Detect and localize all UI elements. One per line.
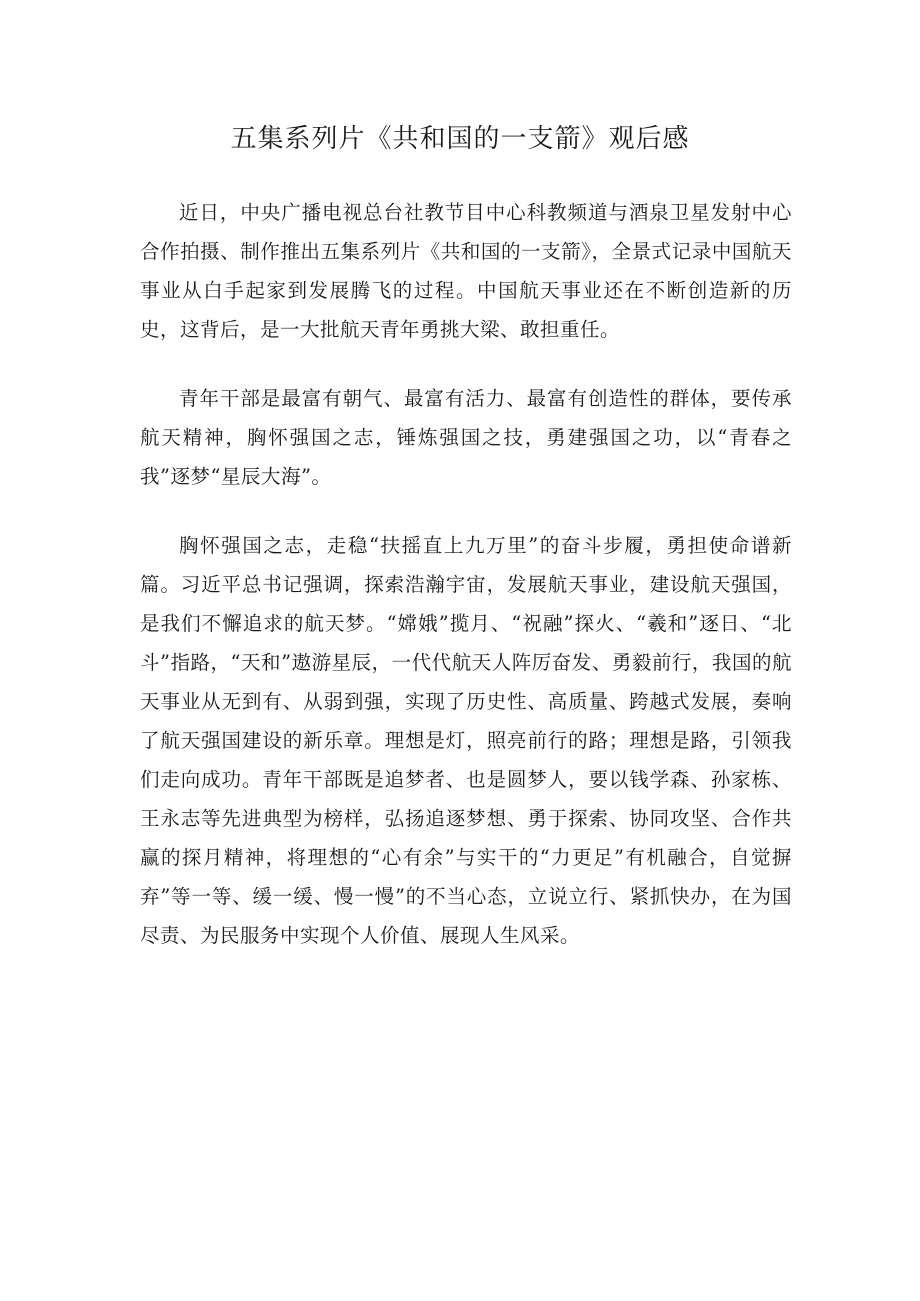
document-title: 五集系列片《共和国的一支箭》观后感	[230, 124, 690, 154]
paragraph-intro: 近日，中央广播电视总台社教节目中心科教频道与酒泉卫星发射中心合作拍摄、制作推出五集系列片《共和国的一支箭》，全景式记录中国航天事业从白手起家到发展腾飞的过程。中国航天事业还在不断创造新的历史，这背后，是一大批航天青年勇挑大梁、敢担重任。	[140, 201, 792, 341]
document-body	[140, 193, 792, 955]
paragraph-ambition: 胸怀强国之志，走稳“扶摇直上九万里”的奋斗步履，勇担使命谱新篇。习近平总书记强调，探索浩瀚宇宙，发展航天事业，建设航天强国，是我们不懈追求的航天梦。“嫦娥”揽月、“祝融”探火、“羲和”逐日、“北斗”指路，“天和”遨游星辰，一代代航天人阵厉奋发、勇毅前行，我国的航天事业从无到有、从弱到强，实现了历史性、高质量、跨越式发展，奏响了航天强国建设的新乐章。理想是灯，照亮前行的路；理想是路，引领我们走向成功。青年干部既是追梦者、也是圆梦人，要以钱学森、孙家栋、王永志等先进典型为榜样，弘扬追逐梦想、勇于探索、协同攻坚、合作共赢的探月精神，将理想的“心有余”与实干的“力更足”有机融合，自觉摒弃”等一等、缓一缓、慢一慢”的不当心态，立说立行、紧抓快办，在为国尽责、为民服务中实现个人价值、展现人生风采。	[140, 534, 792, 947]
paragraph-youth-cadres: 青年干部是最富有朝气、最富有活力、最富有创造性的群体，要传承航天精神，胸怀强国之志，锤炼强国之技，勇建强国之功，以“青春之我”逐梦“星辰大海”。	[140, 387, 792, 488]
